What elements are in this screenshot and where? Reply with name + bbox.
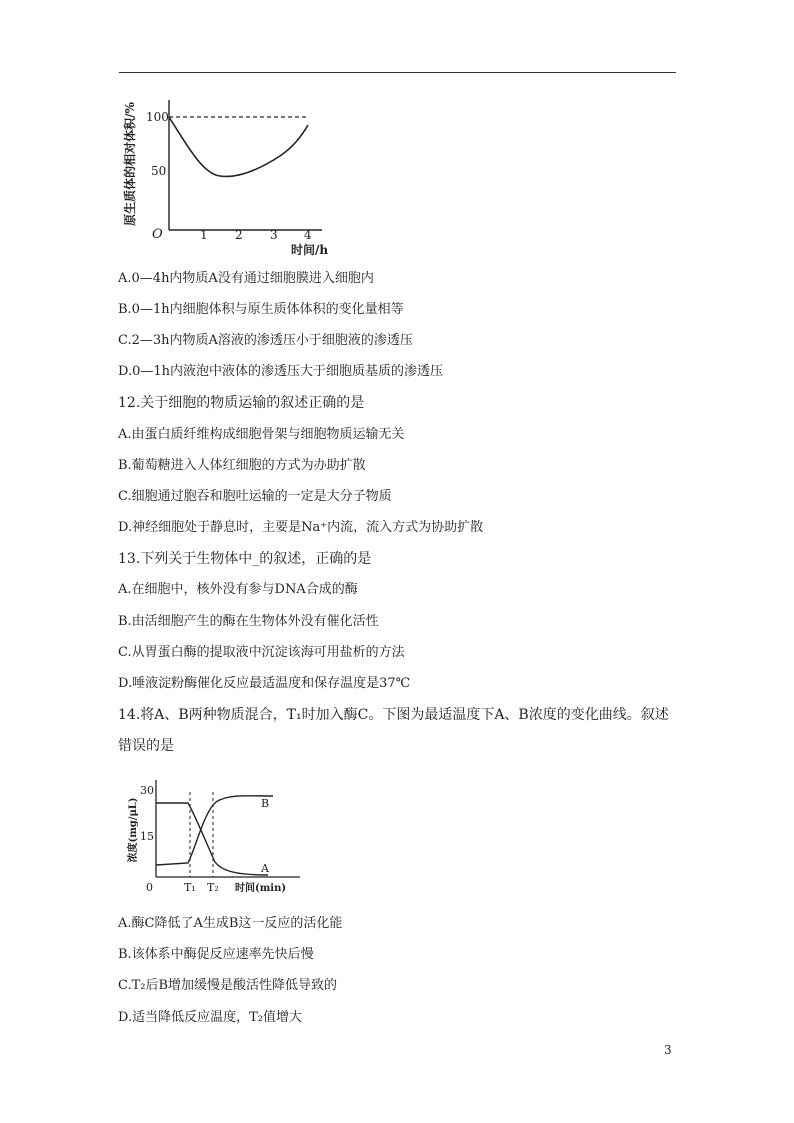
q14-option-a: A.酶C降低了A生成B这一反应的活化能 [118,916,343,931]
fig1-x-axis-label: 时间/h [291,243,328,257]
fig2-label-b: B [261,797,270,810]
fig2-ytick-30: 30 [140,784,154,797]
header-rule [119,72,676,73]
q13-option-b: B.由活细胞产生的酶在生物体外没有催化活性 [118,614,379,629]
q14-option-c: C.T₂后B增加缓慢是酸活性降低导致的 [118,978,338,993]
fig1-y-axis-label: 原生质体的相对体积/% [123,102,137,226]
q14-stem-line1: 14.将A、B两种物质混合，T₁时加入酶C。下图为最适温度下A、B浓度的变化曲线。叙述 [118,707,669,723]
fig2-xtick-t2: T₂ [207,881,219,894]
fig2-curve-b [156,796,273,865]
q12-option-c: C.细胞通过胞吞和胞吐运输的一定是大分子物质 [118,489,392,504]
fig1-origin: O [152,227,163,242]
figure-enzyme-concentration [118,772,308,900]
q12-stem: 12.关于细胞的物质运输的叙述正确的是 [118,395,365,411]
q11-option-d: D.0—1h内液泡中液体的渗透压大于细胞质基质的渗透压 [118,364,444,379]
q12-option-d: D.神经细胞处于静息时，主要是Na⁺内流，流入方式为协助扩散 [118,520,484,535]
fig1-xtick-4: 4 [304,228,312,242]
fig2-ytick-15: 15 [140,830,154,843]
q12-option-a: A.由蛋白质纤维构成细胞骨架与细胞物质运输无关 [118,427,405,442]
fig1-xtick-1: 1 [200,228,208,242]
fig1-xtick-2: 2 [235,228,243,242]
fig2-label-a: A [261,862,269,875]
q14-option-d: D.适当降低反应温度，T₂值增大 [118,1010,302,1025]
q11-option-a: A.0—4h内物质A没有通过细胞膜进入细胞内 [118,271,374,286]
fig1-ytick-100: 100 [146,110,169,124]
q11-option-b: B.0—1h内细胞体积与原生质体体积的变化量相等 [118,302,404,317]
q13-option-a: A.在细胞中，核外没有参与DNA合成的酶 [118,582,358,597]
q14-option-b: B.该体系中酶促反应速率先快后慢 [118,947,314,962]
q11-option-c: C.2—3h内物质A溶液的渗透压小于细胞液的渗透压 [118,333,413,348]
figure-protoplast-volume [118,92,328,260]
fig1-xtick-3: 3 [270,228,278,242]
q13-option-c: C.从胃蛋白酶的提取液中沉淀该海可用盐析的方法 [118,645,405,660]
fig2-y-axis-label: 浓度(mg/μL) [128,797,139,863]
q14-stem-line2: 错误的是 [118,738,174,754]
q13-stem: 13.下列关于生物体中_的叙述，正确的是 [118,551,372,567]
fig2-x-axis-label: 时间(min) [235,883,287,894]
q13-option-d: D.唾液淀粉酶催化反应最适温度和保存温度是37℃ [118,676,411,691]
fig1-volume-curve [169,117,308,176]
fig1-ytick-50: 50 [151,164,167,178]
fig2-origin: 0 [146,881,153,894]
page-number: 3 [664,1043,672,1057]
fig2-xtick-t1: T₁ [184,881,196,894]
q12-option-b: B.葡萄糖进入人体红细胞的方式为办助扩散 [118,458,366,473]
